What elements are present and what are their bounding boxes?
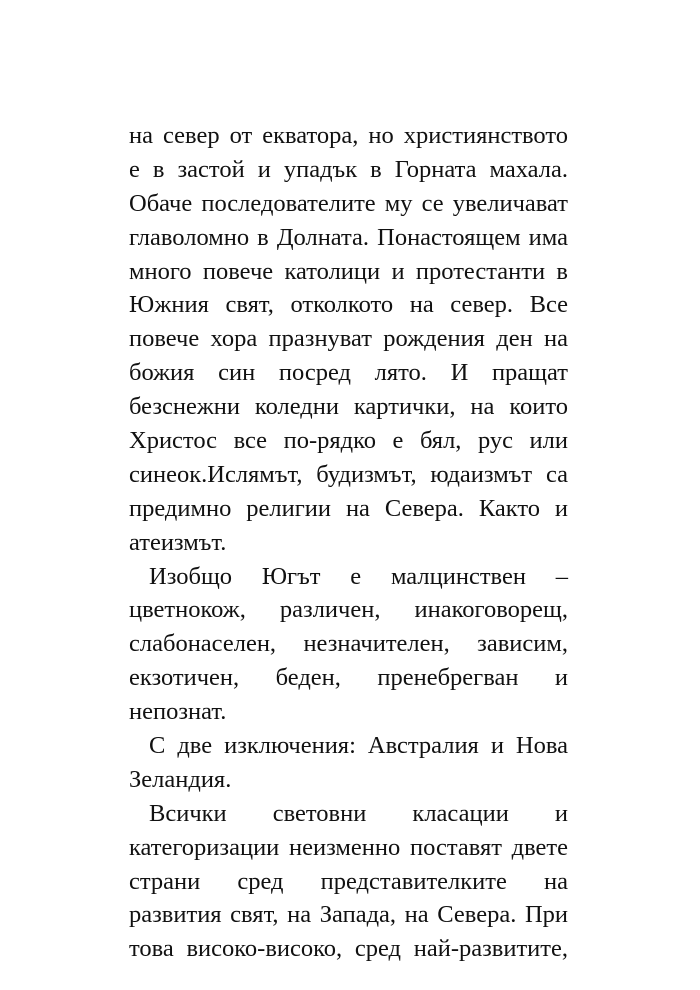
text-line: Изобщо Югът е малцинствен –: [149, 562, 568, 590]
text-line: екзотичен, беден, пренебрегван и: [129, 664, 568, 692]
text-line: непознат.: [129, 698, 227, 726]
text-line: С две изключения: Австралия и Нова: [149, 732, 568, 760]
text-line: безснежни коледни картички, на които: [129, 393, 568, 421]
text-line: главоломно в Долната. Понастоящем има: [129, 223, 568, 251]
text-line: това високо-високо, сред най-развитите,: [129, 935, 568, 963]
text-line: на север от екватора, но християнството: [129, 122, 568, 149]
text-line: божия син посред лято. И пращат: [129, 359, 568, 387]
text-line: развития свят, на Запада, на Севера. При: [129, 901, 568, 929]
text-line: слабонаселен, незначителен, зависим,: [129, 630, 568, 658]
text-line: цветнокож, различен, инакоговорещ,: [129, 596, 568, 624]
text-line: много повече католици и протестанти в: [129, 257, 568, 285]
text-line: Всички световни класации и: [149, 799, 568, 827]
text-line: Обаче последователите му се увеличават: [129, 189, 568, 217]
body-text: [129, 119, 568, 966]
text-line: повече хора празнуват рождения ден на: [129, 325, 568, 353]
text-line: синеок.Ислямът, будизмът, юдаизмът са: [129, 460, 568, 488]
text-line: категоризации неизменно поставят двете: [129, 833, 568, 861]
text-line: Христос все по-рядко е бял, рус или: [129, 427, 568, 455]
text-line: Зеландия.: [129, 765, 232, 793]
text-line: атеизмът.: [129, 528, 227, 556]
text-line: е в застой и упадък в Горната махала.: [129, 155, 568, 183]
text-line: предимно религии на Севера. Както и: [129, 494, 568, 522]
text-line: страни сред представителките на: [129, 867, 568, 895]
text-line: Южния свят, отколкото на север. Все: [129, 291, 568, 319]
